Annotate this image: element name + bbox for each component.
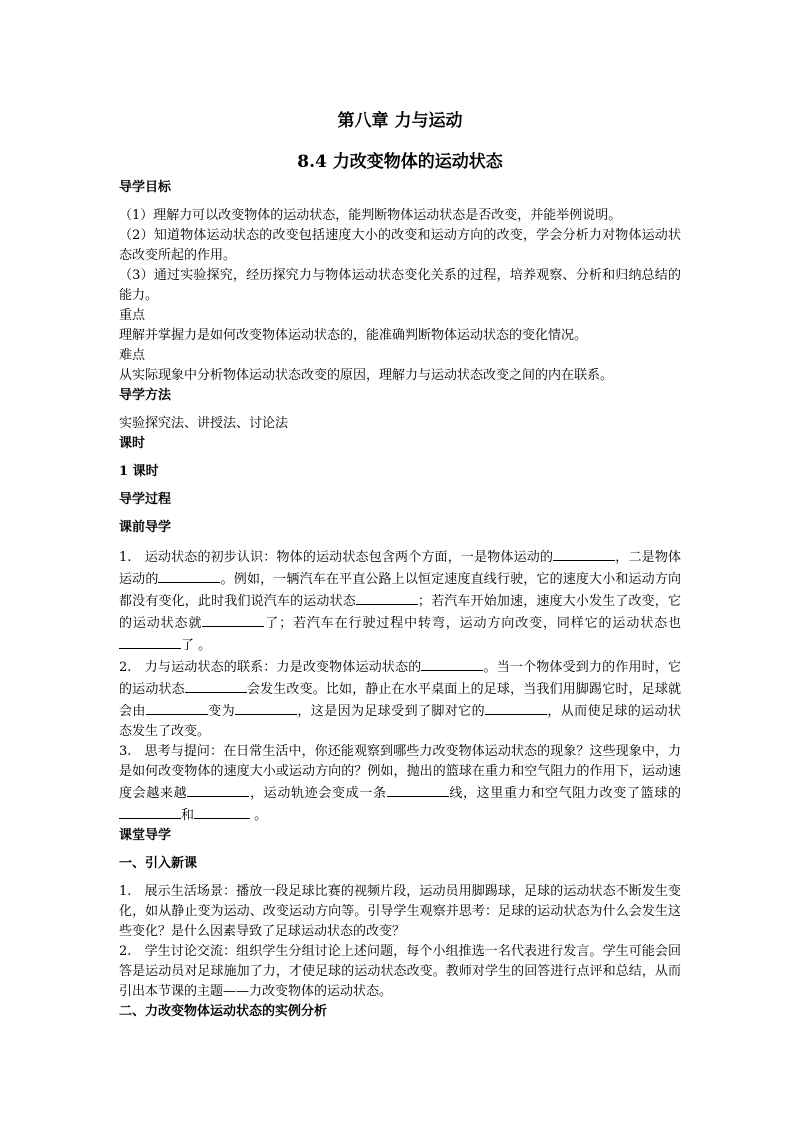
method-heading: 导学方法 (119, 388, 172, 403)
answer-blank[interactable] (187, 782, 249, 797)
text-run: 和 (181, 808, 195, 823)
text-run: 会发生改变。比如，静止在水平桌面上的足球，当我们用脚踢它时，足球就会由 (119, 682, 681, 719)
text-run: 。当一个物体受到力的作用时，它的运动状态 (119, 660, 681, 697)
answer-blank[interactable] (194, 804, 250, 819)
text-run: 。 (250, 808, 268, 823)
lesson-title: 8.4 力改变物体的运动状态 (297, 152, 503, 172)
section-2-heading: 二、力改变物体运动状态的实例分析 (119, 1004, 328, 1019)
text-run: 变为 (207, 704, 235, 719)
text-run: 。例如，一辆汽车在平直公路上以恒定速度直线行驶，它的速度大小和运动方向都没有变化，此时我们说汽车的运动状态 (119, 572, 681, 609)
text-run: ，二是物体运动的 (119, 550, 681, 587)
answer-blank[interactable] (553, 546, 615, 561)
text-run: 了；若汽车在行驶过程中转弯，运动方向改变，同样它的运动状态也 (264, 616, 681, 631)
text-run: 线，这里重力和空气阻力改变了篮球的 (448, 786, 681, 801)
pre-class-question-3 (119, 742, 681, 826)
method-text: 实验探究法、讲授法、讨论法 (119, 416, 289, 431)
answer-blank[interactable] (235, 700, 297, 715)
text-run: ，从而使足球的运动状态发生了改变。 (119, 704, 681, 739)
answer-blank[interactable] (158, 568, 220, 583)
text-run: 2. 力与运动状态的联系：力是改变物体运动状态的 (119, 660, 422, 675)
text-run: ，运动轨迹会变成一条 (249, 786, 387, 801)
document-body (119, 178, 681, 1022)
answer-blank[interactable] (387, 782, 449, 797)
answer-blank[interactable] (421, 656, 483, 671)
in-class-heading: 课堂导学 (119, 828, 172, 843)
goal-item: （3）通过实验探究，经历探究力与物体运动状态变化关系的过程，培养观察、分析和归纳总结的能力。 (119, 268, 681, 303)
difficulty-text: 从实际现象中分析物体运动状态改变的原因，理解力与运动状态改变之间的内在联系。 (119, 368, 614, 383)
answer-blank[interactable] (119, 634, 181, 649)
answer-blank[interactable] (485, 700, 547, 715)
text-run: ，这是因为足球受到了脚对它的 (297, 704, 485, 719)
pre-class-question-2 (119, 656, 681, 742)
in-class-item: 1. 展示生活场景：播放一段足球比赛的视频片段，运动员用脚踢球，足球的运动状态不断发生变化，如从静止变为运动、改变运动方向等。引导学生观察并思考：足球的运动状态为什么会发生这些变化？是什么因素导致了足球运动状态的改变？ (119, 884, 681, 939)
pre-class-heading: 课前导学 (119, 520, 172, 535)
answer-blank[interactable] (202, 612, 264, 627)
answer-blank[interactable] (119, 804, 181, 819)
period-text: 1 课时 (119, 464, 159, 479)
section-1-heading: 一、引入新课 (119, 856, 198, 871)
key-point-text: 理解并掌握力是如何改变物体运动状态的，能准确判断物体运动状态的变化情况。 (119, 328, 588, 343)
answer-blank[interactable] (146, 700, 208, 715)
text-run: ；若汽车开始加速，速度大小发生了改变，它的运动状态就 (119, 594, 681, 631)
text-run: 3. 思考与提问：在日常生活中，你还能观察到哪些力改变物体运动状态的现象？这些现象中，力是如何改变物体的速度大小或运动方向的？例如，抛出的篮球在重力和空气阻力的作用下，运动速度会越来越 (119, 744, 681, 801)
goal-item: （1）理解力可以改变物体的运动状态，能判断物体运动状态是否改变，并能举例说明。 (119, 208, 622, 223)
text-run: 了 。 (181, 638, 212, 653)
process-heading: 导学过程 (119, 492, 172, 507)
chapter-title: 第八章 力与运动 (337, 111, 463, 131)
in-class-item: 2. 学生讨论交流：组织学生分组讨论上述问题，每个小组推选一名代表进行发言。学生可能会回答是运动员对足球施加了力，才使足球的运动状态改变。教师对学生的回答进行点评和总结，从而引出本节课的主题——力改变物体的运动状态。 (119, 944, 681, 999)
pre-class-question-1 (119, 546, 681, 656)
answer-blank[interactable] (356, 590, 418, 605)
goals-heading: 导学目标 (119, 180, 172, 195)
answer-blank[interactable] (185, 678, 247, 693)
text-run: 1. 运动状态的初步认识：物体的运动状态包含两个方面，一是物体运动的 (119, 550, 554, 565)
key-point-heading: 重点 (119, 308, 146, 323)
goal-item: （2）知道物体运动状态的改变包括速度大小的改变和运动方向的改变，学会分析力对物体运动状态改变所起的作用。 (119, 228, 681, 263)
difficulty-heading: 难点 (119, 348, 146, 363)
period-heading: 课时 (119, 436, 146, 451)
